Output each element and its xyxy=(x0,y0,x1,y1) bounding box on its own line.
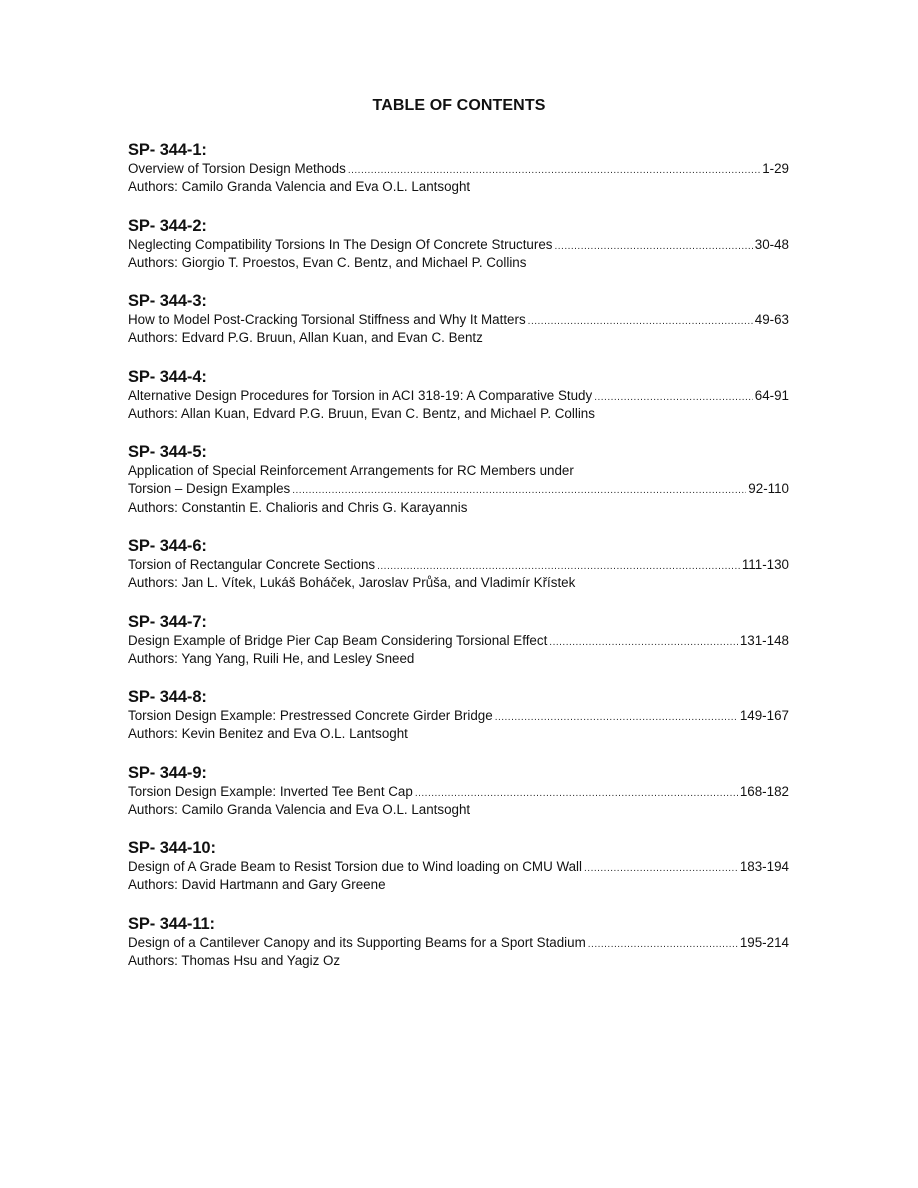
entry-id: SP- 344-3: xyxy=(128,292,207,310)
entry-pages: 1-29 xyxy=(762,161,789,176)
toc-entry-5 xyxy=(128,442,789,536)
entry-title-row[interactable] xyxy=(128,934,789,952)
entry-title: Overview of Torsion Design Methods xyxy=(128,161,346,176)
dot-leader xyxy=(554,238,752,254)
dot-leader xyxy=(549,634,738,650)
entry-id: SP- 344-8: xyxy=(128,688,207,706)
entry-title: Alternative Design Procedures for Torsion in ACI 318-19: A Comparative Study xyxy=(128,387,593,403)
table-of-contents xyxy=(128,140,789,989)
toc-entry-3 xyxy=(128,291,789,367)
dot-leader xyxy=(415,785,738,801)
entry-id: SP- 344-10: xyxy=(128,839,216,857)
dot-leader xyxy=(348,162,760,178)
toc-entry-7 xyxy=(128,612,789,688)
entry-authors: Authors: Giorgio T. Proestos, Evan C. Bentz, and Michael P. Collins xyxy=(128,254,527,270)
entry-authors: Authors: Edvard P.G. Bruun, Allan Kuan, and Evan C. Bentz xyxy=(128,330,483,346)
toc-entry-1 xyxy=(128,140,789,216)
dot-leader xyxy=(528,313,753,329)
entry-title-row[interactable] xyxy=(128,556,789,574)
entry-authors: Authors: Constantin E. Chalioris and Chris G. Karayannis xyxy=(128,499,468,515)
entry-title-row[interactable] xyxy=(128,387,789,405)
entry-id: SP- 344-5: xyxy=(128,443,207,461)
dot-leader xyxy=(292,482,746,498)
entry-title: Design of a Cantilever Canopy and its Supporting Beams for a Sport Stadium xyxy=(128,934,586,950)
toc-entry-8 xyxy=(128,687,789,763)
entry-pages: 111-130 xyxy=(741,557,789,572)
entry-authors: Authors: Camilo Granda Valencia and Eva O.L. Lantsoght xyxy=(128,801,471,817)
entry-id: SP- 344-1: xyxy=(128,141,207,159)
page-title: TABLE OF CONTENTS xyxy=(372,97,546,114)
dot-leader xyxy=(594,389,753,405)
entry-authors: Authors: Allan Kuan, Edvard P.G. Bruun, Evan C. Bentz, and Michael P. Collins xyxy=(128,405,595,421)
entry-title: Design Example of Bridge Pier Cap Beam Considering Torsional Effect xyxy=(128,632,548,648)
dot-leader xyxy=(495,709,738,725)
entry-title-row[interactable] xyxy=(128,236,789,254)
entry-id: SP- 344-4: xyxy=(128,367,207,386)
entry-authors: Authors: Camilo Granda Valencia and Eva O.L. Lantsoght xyxy=(128,179,471,195)
entry-title-row[interactable] xyxy=(128,707,789,725)
entry-id: SP- 344-2: xyxy=(128,216,207,235)
entry-id: SP- 344-6: xyxy=(128,537,207,555)
dot-leader xyxy=(588,936,738,952)
entry-pages: 149-167 xyxy=(739,708,789,723)
entry-pages: 168-182 xyxy=(739,783,789,799)
dot-leader xyxy=(584,860,738,876)
entry-title-row[interactable] xyxy=(128,160,789,178)
entry-id: SP- 344-11: xyxy=(128,914,215,933)
entry-title: Torsion – Design Examples xyxy=(128,481,291,497)
toc-entry-9 xyxy=(128,763,789,839)
entry-title: Design of A Grade Beam to Resist Torsion due to Wind loading on CMU Wall xyxy=(128,859,583,874)
entry-pages: 92-110 xyxy=(748,481,789,497)
entry-pages: 30-48 xyxy=(754,236,789,252)
toc-entry-11 xyxy=(128,914,789,990)
entry-authors: Authors: Jan L. Vítek, Lukáš Boháček, Jaroslav Průša, and Vladimír Křístek xyxy=(128,575,576,591)
entry-title: Torsion of Rectangular Concrete Sections xyxy=(128,557,376,572)
entry-authors: Authors: Yang Yang, Ruili He, and Lesley Sneed xyxy=(128,650,415,666)
entry-pages: 183-194 xyxy=(739,859,789,874)
entry-title-row[interactable] xyxy=(128,858,789,876)
entry-title: How to Model Post-Cracking Torsional Stiffness and Why It Matters xyxy=(128,312,526,327)
entry-pages: 195-214 xyxy=(739,934,789,950)
entry-title: Torsion Design Example: Prestressed Concrete Girder Bridge xyxy=(128,708,493,723)
entry-title-line-1[interactable]: Application of Special Reinforcement Arrangements for RC Members under xyxy=(128,463,574,478)
toc-entry-10 xyxy=(128,838,789,914)
toc-entry-2 xyxy=(128,216,789,292)
entry-pages: 49-63 xyxy=(754,312,789,327)
entry-authors: Authors: Thomas Hsu and Yagiz Oz xyxy=(128,952,341,968)
entry-title-row[interactable] xyxy=(128,480,789,498)
entry-pages: 131-148 xyxy=(739,632,789,648)
entry-title-row[interactable] xyxy=(128,783,789,801)
dot-leader xyxy=(377,558,740,574)
toc-entry-6 xyxy=(128,536,789,612)
entry-title: Torsion Design Example: Inverted Tee Bent Cap xyxy=(128,783,413,799)
entry-pages: 64-91 xyxy=(754,387,789,403)
entry-authors: Authors: Kevin Benitez and Eva O.L. Lantsoght xyxy=(128,726,408,742)
toc-entry-4 xyxy=(128,367,789,443)
entry-authors: Authors: David Hartmann and Gary Greene xyxy=(128,877,386,893)
entry-title: Neglecting Compatibility Torsions In The Design Of Concrete Structures xyxy=(128,236,553,252)
entry-id: SP- 344-9: xyxy=(128,763,207,782)
entry-id: SP- 344-7: xyxy=(128,612,207,631)
entry-title-row[interactable] xyxy=(128,311,789,329)
entry-title-row[interactable] xyxy=(128,632,789,650)
